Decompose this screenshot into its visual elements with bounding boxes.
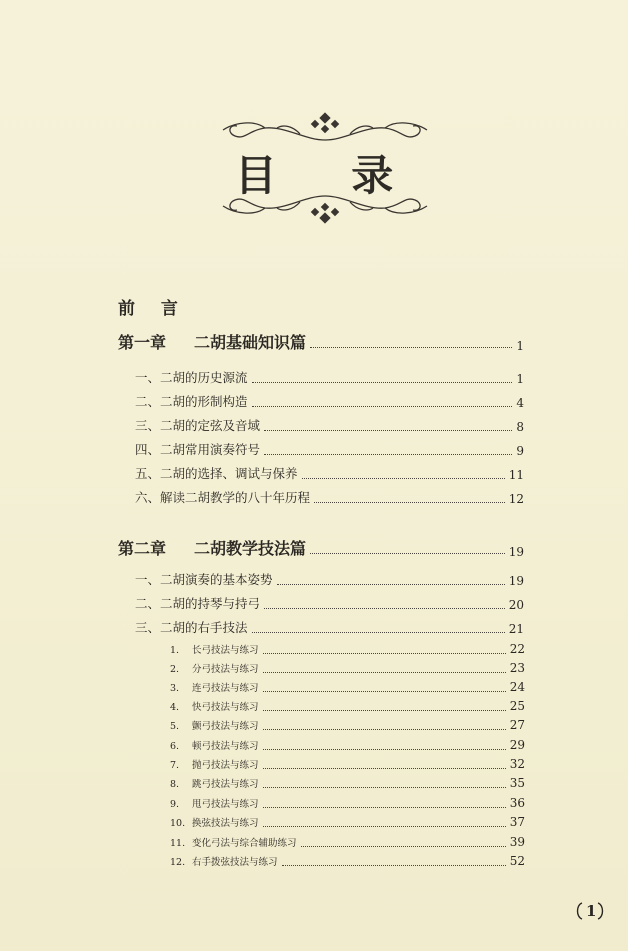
- ornament-top-icon: [205, 112, 445, 146]
- chapter-2-label: [118, 536, 306, 559]
- subsection-title: 换弦技法与练习: [192, 818, 259, 829]
- subsection-title: 甩弓技法与练习: [192, 799, 259, 810]
- subsection-index: 5.: [170, 721, 180, 732]
- dot-leader: [302, 478, 505, 479]
- section-label: 三、二胡的定弦及音域: [135, 418, 261, 433]
- dot-leader: [263, 691, 506, 692]
- subsection-label: [170, 680, 259, 694]
- page-title: 目 录: [234, 151, 424, 200]
- toc-subsection[interactable]: [170, 835, 525, 849]
- dot-leader: [252, 406, 513, 407]
- section-page: 9: [516, 444, 524, 458]
- chapter-1-title: 二胡基础知识篇: [194, 333, 307, 352]
- chapter-2-page: 19: [508, 545, 524, 559]
- dot-leader: [310, 347, 512, 348]
- subsection-label: [170, 776, 259, 790]
- subsection-page: 32: [509, 757, 525, 771]
- subsection-label: [170, 757, 259, 771]
- section-label: 三、二胡的右手技法: [135, 620, 248, 635]
- subsection-page: 25: [509, 699, 525, 713]
- subsection-title: 颤弓技法与练习: [192, 721, 259, 732]
- subsection-index: 12.: [170, 857, 186, 868]
- subsection-page: 35: [509, 776, 525, 790]
- subsection-title: 抛弓技法与练习: [192, 760, 259, 771]
- subsection-index: 2.: [170, 664, 180, 675]
- toc-subsection[interactable]: [170, 718, 525, 732]
- toc-section[interactable]: [135, 440, 524, 458]
- subsection-index: 1.: [170, 645, 180, 656]
- toc-chapter-1[interactable]: [118, 330, 524, 353]
- dot-leader: [263, 768, 506, 769]
- subsection-page: 23: [509, 661, 525, 675]
- section-label: 四、二胡常用演奏符号: [135, 442, 261, 457]
- dot-leader: [264, 608, 505, 609]
- page-number: [572, 900, 608, 922]
- section-page: 12: [508, 492, 524, 506]
- dot-leader: [263, 826, 506, 827]
- toc-subsection[interactable]: [170, 776, 525, 790]
- section-page: 19: [508, 574, 524, 588]
- subsection-page: 36: [509, 796, 525, 810]
- subsection-index: 10.: [170, 818, 186, 829]
- toc-subsection[interactable]: [170, 642, 525, 656]
- toc-subsection[interactable]: [170, 815, 525, 829]
- subsection-label: [170, 835, 297, 849]
- subsection-page: 29: [509, 738, 525, 752]
- ornament-bottom-icon: [205, 190, 445, 224]
- subsection-label: [170, 854, 278, 868]
- dot-leader: [263, 807, 506, 808]
- section-page: 21: [508, 622, 524, 636]
- subsection-title: 变化弓法与综合辅助练习: [192, 838, 297, 849]
- section-page: 11: [508, 468, 524, 482]
- section-label: 二、二胡的持琴与持弓: [135, 596, 261, 611]
- subsection-label: [170, 815, 259, 829]
- subsection-index: 8.: [170, 779, 180, 790]
- subsection-index: 7.: [170, 760, 180, 771]
- dot-leader: [252, 632, 505, 633]
- subsection-label: [170, 699, 259, 713]
- section-page: 8: [516, 420, 524, 434]
- subsection-label: [170, 738, 259, 752]
- dot-leader: [301, 846, 506, 847]
- toc-section[interactable]: [135, 464, 524, 482]
- subsection-title: 跳弓技法与练习: [192, 779, 259, 790]
- section-page: 1: [516, 372, 524, 386]
- subsection-title: 右手拨弦技法与练习: [192, 857, 278, 868]
- dot-leader: [263, 729, 506, 730]
- dot-leader: [310, 553, 505, 554]
- toc-section[interactable]: [135, 488, 524, 506]
- section-label: 一、二胡演奏的基本姿势: [135, 572, 273, 587]
- subsection-title: 分弓技法与练习: [192, 664, 259, 675]
- toc-section[interactable]: [135, 618, 524, 636]
- dot-leader: [277, 584, 505, 585]
- section-label: 六、解读二胡教学的八十年历程: [135, 490, 311, 505]
- subsection-page: 27: [509, 718, 525, 732]
- toc-section[interactable]: [135, 594, 524, 612]
- dot-leader: [263, 653, 506, 654]
- chapter-2-number: 第二章: [118, 539, 167, 558]
- toc-chapter-2[interactable]: [118, 536, 524, 559]
- chapter-1-label: [118, 330, 306, 353]
- dot-leader: [264, 430, 512, 431]
- subsection-page: 24: [509, 680, 525, 694]
- dot-leader: [314, 502, 505, 503]
- subsection-title: 连弓技法与练习: [192, 683, 259, 694]
- toc-subsection[interactable]: [170, 699, 525, 713]
- subsection-page: 39: [509, 835, 525, 849]
- subsection-page: 22: [509, 642, 525, 656]
- chapter-2-title: 二胡教学技法篇: [194, 539, 307, 558]
- dot-leader: [264, 454, 512, 455]
- subsection-index: 3.: [170, 683, 180, 694]
- subsection-title: 长弓技法与练习: [192, 645, 259, 656]
- subsection-label: [170, 642, 259, 656]
- toc-subsection[interactable]: [170, 854, 525, 868]
- toc-section[interactable]: [135, 392, 524, 410]
- toc-subsection[interactable]: [170, 796, 525, 810]
- subsection-index: 9.: [170, 799, 180, 810]
- section-label: 一、二胡的历史源流: [135, 370, 248, 385]
- dot-leader: [263, 710, 506, 711]
- section-page: 20: [508, 598, 524, 612]
- dot-leader: [263, 749, 506, 750]
- subsection-index: 6.: [170, 741, 180, 752]
- subsection-label: [170, 796, 259, 810]
- dot-leader: [282, 865, 506, 866]
- subsection-label: [170, 718, 259, 732]
- subsection-title: 快弓技法与练习: [192, 702, 259, 713]
- subsection-index: 4.: [170, 702, 180, 713]
- toc-subsection[interactable]: [170, 661, 525, 675]
- toc-subsection[interactable]: [170, 738, 525, 752]
- subsection-label: [170, 661, 259, 675]
- section-page: 4: [516, 396, 524, 410]
- toc-section[interactable]: [135, 368, 524, 386]
- subsection-title: 顿弓技法与练习: [192, 741, 259, 752]
- page-number-value: 1: [586, 902, 597, 920]
- chapter-1-number: 第一章: [118, 333, 167, 352]
- chapter-1-page: 1: [516, 339, 524, 353]
- preface-entry[interactable]: 前 言: [118, 299, 188, 319]
- toc-subsection[interactable]: [170, 757, 525, 771]
- section-label: 五、二胡的选择、调试与保养: [135, 466, 298, 481]
- subsection-page: 52: [509, 854, 525, 868]
- toc-section[interactable]: [135, 570, 524, 588]
- toc-section[interactable]: [135, 416, 524, 434]
- dot-leader: [263, 672, 506, 673]
- subsection-index: 11.: [170, 838, 186, 849]
- section-label: 二、二胡的形制构造: [135, 394, 248, 409]
- toc-subsection[interactable]: [170, 680, 525, 694]
- subsection-page: 37: [509, 815, 525, 829]
- dot-leader: [263, 787, 506, 788]
- dot-leader: [252, 382, 513, 383]
